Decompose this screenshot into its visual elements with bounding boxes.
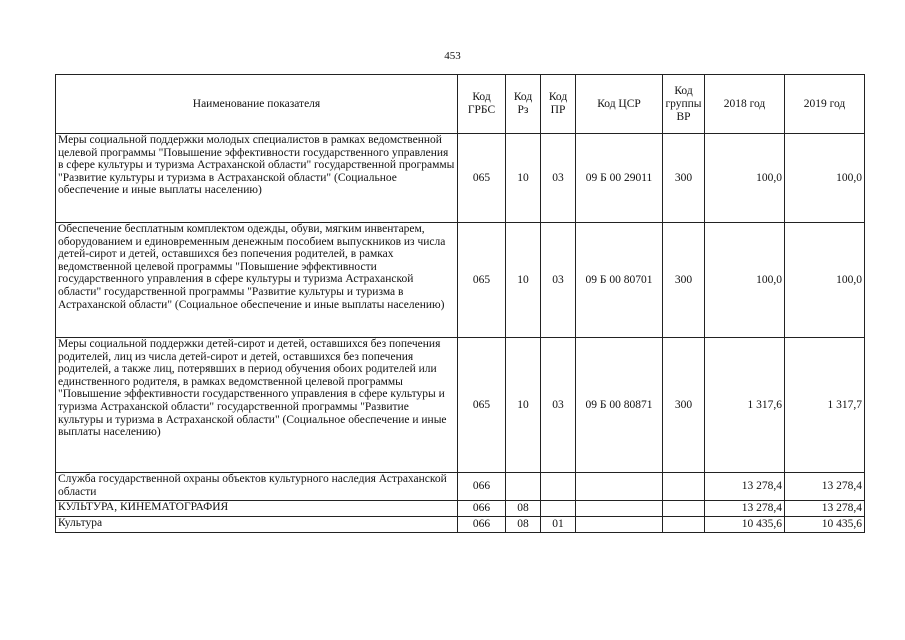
cell-2018: 13 278,4 (705, 501, 785, 517)
cell-2018: 13 278,4 (705, 473, 785, 501)
cell-pr: 03 (541, 338, 576, 473)
header-csr: Код ЦСР (576, 75, 663, 134)
cell-vr (663, 517, 705, 533)
header-vr: Код группы ВР (663, 75, 705, 134)
cell-vr: 300 (663, 338, 705, 473)
cell-2019: 13 278,4 (785, 501, 865, 517)
cell-rz: 08 (506, 501, 541, 517)
cell-vr (663, 501, 705, 517)
cell-pr: 03 (541, 223, 576, 338)
table-header (56, 75, 865, 134)
cell-2018: 1 317,6 (705, 338, 785, 473)
header-grbs: Код ГРБС (458, 75, 506, 134)
cell-2018: 100,0 (705, 134, 785, 223)
cell-csr (576, 501, 663, 517)
header-2018: 2018 год (705, 75, 785, 134)
header-name: Наименование показателя (56, 75, 458, 134)
page-number: 453 (444, 50, 461, 62)
table-row (56, 223, 865, 338)
cell-name: Служба государственной охраны объектов культурного наследия Астраханской области (56, 473, 458, 501)
cell-2018: 10 435,6 (705, 517, 785, 533)
cell-name: КУЛЬТУРА, КИНЕМАТОГРАФИЯ (56, 501, 458, 517)
table-row (56, 501, 865, 517)
cell-pr (541, 501, 576, 517)
cell-pr: 01 (541, 517, 576, 533)
cell-grbs: 065 (458, 134, 506, 223)
cell-vr: 300 (663, 134, 705, 223)
cell-grbs: 065 (458, 223, 506, 338)
cell-vr: 300 (663, 223, 705, 338)
cell-2019: 10 435,6 (785, 517, 865, 533)
cell-vr (663, 473, 705, 501)
cell-2018: 100,0 (705, 223, 785, 338)
header-pr: Код ПР (541, 75, 576, 134)
cell-name: Меры социальной поддержки молодых специалистов в рамках ведомственной целевой программы "Повышение эффективности государственного управления в сфере культуры и туризма Астраханской области" государственной программы "Развитие культуры и туризма в Астраханской области" (Социальное обеспечение и иные выплаты населению) (56, 134, 458, 223)
cell-name: Обеспечение бесплатным комплектом одежды, обуви, мягким инвентарем, оборудованием и единовременным денежным пособием выпускников из числа детей-сирот и детей, оставшихся без попечения родителей, в рамках ведомственной целевой программы "Повышение эффективности государственного управления в сфере культуры и туризма Астраханской области" государственной программы "Развитие культуры и туризма в Астраханской области" (Социальное обеспечение и иные выплаты населению) (56, 223, 458, 338)
budget-table (55, 74, 865, 533)
cell-rz: 10 (506, 338, 541, 473)
cell-csr: 09 Б 00 80871 (576, 338, 663, 473)
cell-grbs: 066 (458, 501, 506, 517)
cell-rz: 10 (506, 134, 541, 223)
header-row (56, 75, 865, 134)
cell-pr (541, 473, 576, 501)
cell-rz (506, 473, 541, 501)
cell-grbs: 066 (458, 517, 506, 533)
cell-grbs: 066 (458, 473, 506, 501)
cell-2019: 13 278,4 (785, 473, 865, 501)
header-2019: 2019 год (785, 75, 865, 134)
table-row (56, 517, 865, 533)
cell-grbs: 065 (458, 338, 506, 473)
cell-2019: 100,0 (785, 223, 865, 338)
table-row (56, 338, 865, 473)
table-row (56, 134, 865, 223)
cell-2019: 100,0 (785, 134, 865, 223)
cell-name: Культура (56, 517, 458, 533)
table-row (56, 473, 865, 501)
cell-2019: 1 317,7 (785, 338, 865, 473)
cell-csr (576, 517, 663, 533)
table-body (56, 134, 865, 533)
cell-csr (576, 473, 663, 501)
cell-csr: 09 Б 00 29011 (576, 134, 663, 223)
cell-name: Меры социальной поддержки детей-сирот и детей, оставшихся без попечения родителей, лиц из числа детей-сирот и детей, оставшихся без попечения родителей, а также лиц, потерявших в период обучения обоих родителей или единственного родителя, в рамках ведомственной целевой программы "Повышение эффективности государственного управления в сфере культуры и туризма Астраханской области" государственной программы "Развитие культуры и туризма в Астраханской области" (Социальное обеспечение и иные выплаты населению) (56, 338, 458, 473)
cell-pr: 03 (541, 134, 576, 223)
cell-rz: 10 (506, 223, 541, 338)
cell-csr: 09 Б 00 80701 (576, 223, 663, 338)
cell-rz: 08 (506, 517, 541, 533)
header-rz: Код Рз (506, 75, 541, 134)
